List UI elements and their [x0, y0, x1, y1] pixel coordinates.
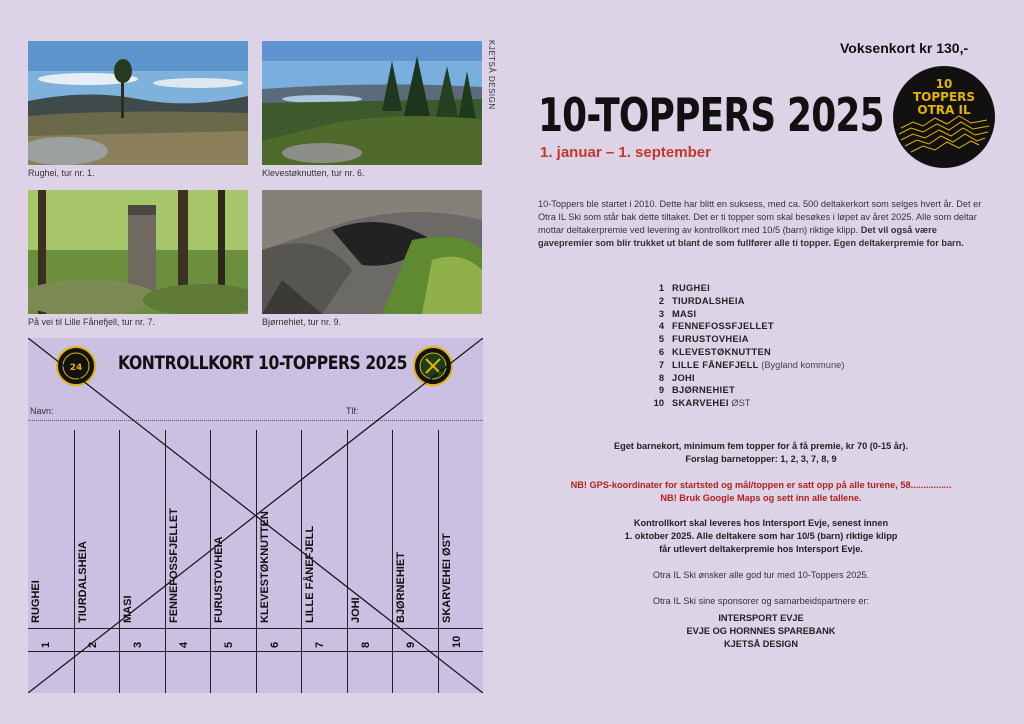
- levering-line1: Kontrollkort skal leveres hos Intersport Evje, senest innen: [633, 518, 889, 528]
- column-peak-number: 7: [314, 641, 326, 648]
- levering-line3: får utlevert deltakerpremie hos Intersport Evje.: [659, 544, 863, 554]
- svg-text:24: 24: [69, 363, 83, 373]
- peak-number: 9: [658, 385, 664, 396]
- column-peak-name: FURUSTOVHEIA: [213, 536, 225, 623]
- peak-name: TIURDALSHEIA: [672, 295, 745, 306]
- peak-list-item: [646, 397, 844, 410]
- peak-list-item: [646, 320, 844, 333]
- column-peak-number: 9: [405, 641, 417, 648]
- peak-list-item: [646, 295, 844, 308]
- peak-list-item: [646, 308, 844, 321]
- column-peak-name: SKARVEHEI ØST: [440, 533, 453, 623]
- column-peak-number: 6: [268, 641, 281, 648]
- sponsor-1: INTERSPORT EVJE: [718, 613, 804, 623]
- peak-extra: (Bygland kommune): [761, 359, 845, 370]
- intro-bold-text: Det vil også være gavepremier som blir trukket ut blant de som fullfører alle ti topper. Egen deltakerpremie for barn.: [538, 225, 964, 248]
- sponsor-intro: Otra IL Ski sine sponsorer og samarbeidspartnere er:: [652, 596, 870, 606]
- column-peak-name: MASI: [122, 595, 134, 623]
- peak-name: FURUSTOVHEIA: [672, 334, 749, 345]
- photo-bjornehiet: [262, 190, 482, 314]
- peak-number: 10: [653, 398, 664, 409]
- wish-text: Otra IL Ski ønsker alle god tur med 10-Toppers 2025.: [652, 570, 870, 580]
- peak-number: 5: [658, 334, 664, 345]
- column-peak-number: 4: [177, 641, 190, 648]
- column-peak-name: TIURDALSHEIA: [76, 541, 89, 623]
- peak-extra: ØST: [731, 398, 751, 409]
- kontrollkort: [28, 338, 483, 693]
- column-peak-number: 10: [450, 635, 463, 648]
- peak-list: [646, 282, 844, 410]
- photo-rughei: [28, 41, 248, 165]
- peak-number: 4: [658, 321, 664, 332]
- peak-list-item: [646, 359, 844, 372]
- intro-text: 10-Toppers ble startet i 2010. Dette har blitt en suksess, med ca. 500 deltakerkort som selges hvert år. Det er Otra IL Ski som står bak dette tiltaket. Det er ti topper som skal besøkes i løpet av året 2025. Alle som deltar mottar deltakerpremie ved levering av kontrollkort med 10/5 (barn) riktige klipp.: [538, 199, 982, 235]
- page-title: 10-TOPPERS 2025: [538, 88, 884, 142]
- svg-text:OTRA IL: OTRA IL: [917, 103, 971, 117]
- sponsor-3: KJETSÅ DESIGN: [723, 639, 799, 649]
- intro-paragraph: [538, 198, 984, 250]
- photo-caption: På vei til Lille Fånefjell, tur nr. 7.: [28, 317, 156, 327]
- date-range: 1. januar – 1. september: [540, 144, 711, 161]
- column-peak-name: RUGHEI: [30, 580, 42, 623]
- cross-out-lines: [28, 338, 483, 693]
- photo-caption: Rughei, tur nr. 1.: [28, 168, 95, 178]
- nb-gps-line: NB! GPS-koordinater for startsted og mål/toppen er satt opp på alle turene, 58................: [570, 480, 952, 490]
- column-peak-number: 2: [86, 641, 99, 648]
- peak-list-item: [646, 384, 844, 397]
- peak-list-item: [646, 333, 844, 346]
- svg-text:TOPPERS: TOPPERS: [912, 90, 976, 104]
- peak-name: LILLE FÅNEFJELL: [672, 359, 759, 370]
- peak-number: 8: [658, 372, 664, 383]
- peak-list-item: [646, 346, 844, 359]
- column-peak-name: JOHI: [349, 597, 362, 623]
- column-peak-number: 8: [359, 641, 372, 648]
- peak-name: SKARVEHEI: [672, 398, 729, 409]
- kontrollkort-title: KONTROLLKORT 10-TOPPERS 2025: [118, 352, 408, 374]
- peak-number: 7: [658, 359, 664, 370]
- column-peak-number: 1: [40, 641, 52, 648]
- design-credit: KJETSÅ DESIGN: [487, 40, 496, 110]
- peak-name: JOHI: [672, 372, 695, 383]
- column-peak-name: FENNEFOSSFJELLET: [167, 508, 180, 623]
- peak-number: 2: [658, 295, 664, 306]
- peak-name: FENNEFOSSFJELLET: [672, 321, 774, 332]
- peak-name: RUGHEI: [672, 283, 710, 293]
- sponsor-2: EVJE OG HORNNES SPAREBANK: [686, 626, 836, 636]
- column-peak-name: BJØRNEHIET: [395, 552, 407, 623]
- peak-number: 1: [658, 283, 664, 293]
- peak-number: 3: [658, 308, 664, 319]
- peak-list-item: [646, 372, 844, 385]
- column-peak-name: KLEVESTØKNUTTEN: [258, 511, 271, 623]
- column-peak-number: 5: [223, 641, 235, 648]
- levering-line2: 1. oktober 2025. Alle deltakere som har 10/5 (barn) riktige klipp: [624, 531, 898, 541]
- adult-card-price: Voksenkort kr 130,-: [840, 40, 969, 56]
- navn-label: Navn:: [30, 406, 54, 416]
- ten-toppers-logo: [893, 66, 995, 168]
- peak-number: 6: [658, 346, 664, 357]
- barnekort-line2: Forslag barnetopper: 1, 2, 3, 7, 8, 9: [685, 454, 837, 464]
- peak-name: MASI: [672, 308, 697, 319]
- barnekort-line1: Eget barnekort, minimum fem topper for å få premie, kr 70 (0-15 år).: [613, 441, 909, 451]
- photo-klevestoknutten: [262, 41, 482, 165]
- peak-name: BJØRNEHIET: [672, 385, 735, 396]
- peak-list-item: [646, 282, 844, 295]
- peak-name: KLEVESTØKNUTTEN: [672, 346, 772, 357]
- tlf-label: Tlf:: [346, 406, 359, 416]
- column-peak-number: 3: [132, 641, 144, 648]
- svg-text:10: 10: [935, 77, 953, 91]
- photo-lille-fanefjell: [28, 190, 248, 314]
- nb-google-maps-line: NB! Bruk Google Maps og sett inn alle tallene.: [660, 493, 862, 503]
- photo-caption: Bjørnehiet, tur nr. 9.: [262, 317, 342, 327]
- column-peak-name: LILLE FÅNEFJELL: [304, 525, 316, 623]
- photo-caption: Klevestøknutten, tur nr. 6.: [262, 168, 365, 178]
